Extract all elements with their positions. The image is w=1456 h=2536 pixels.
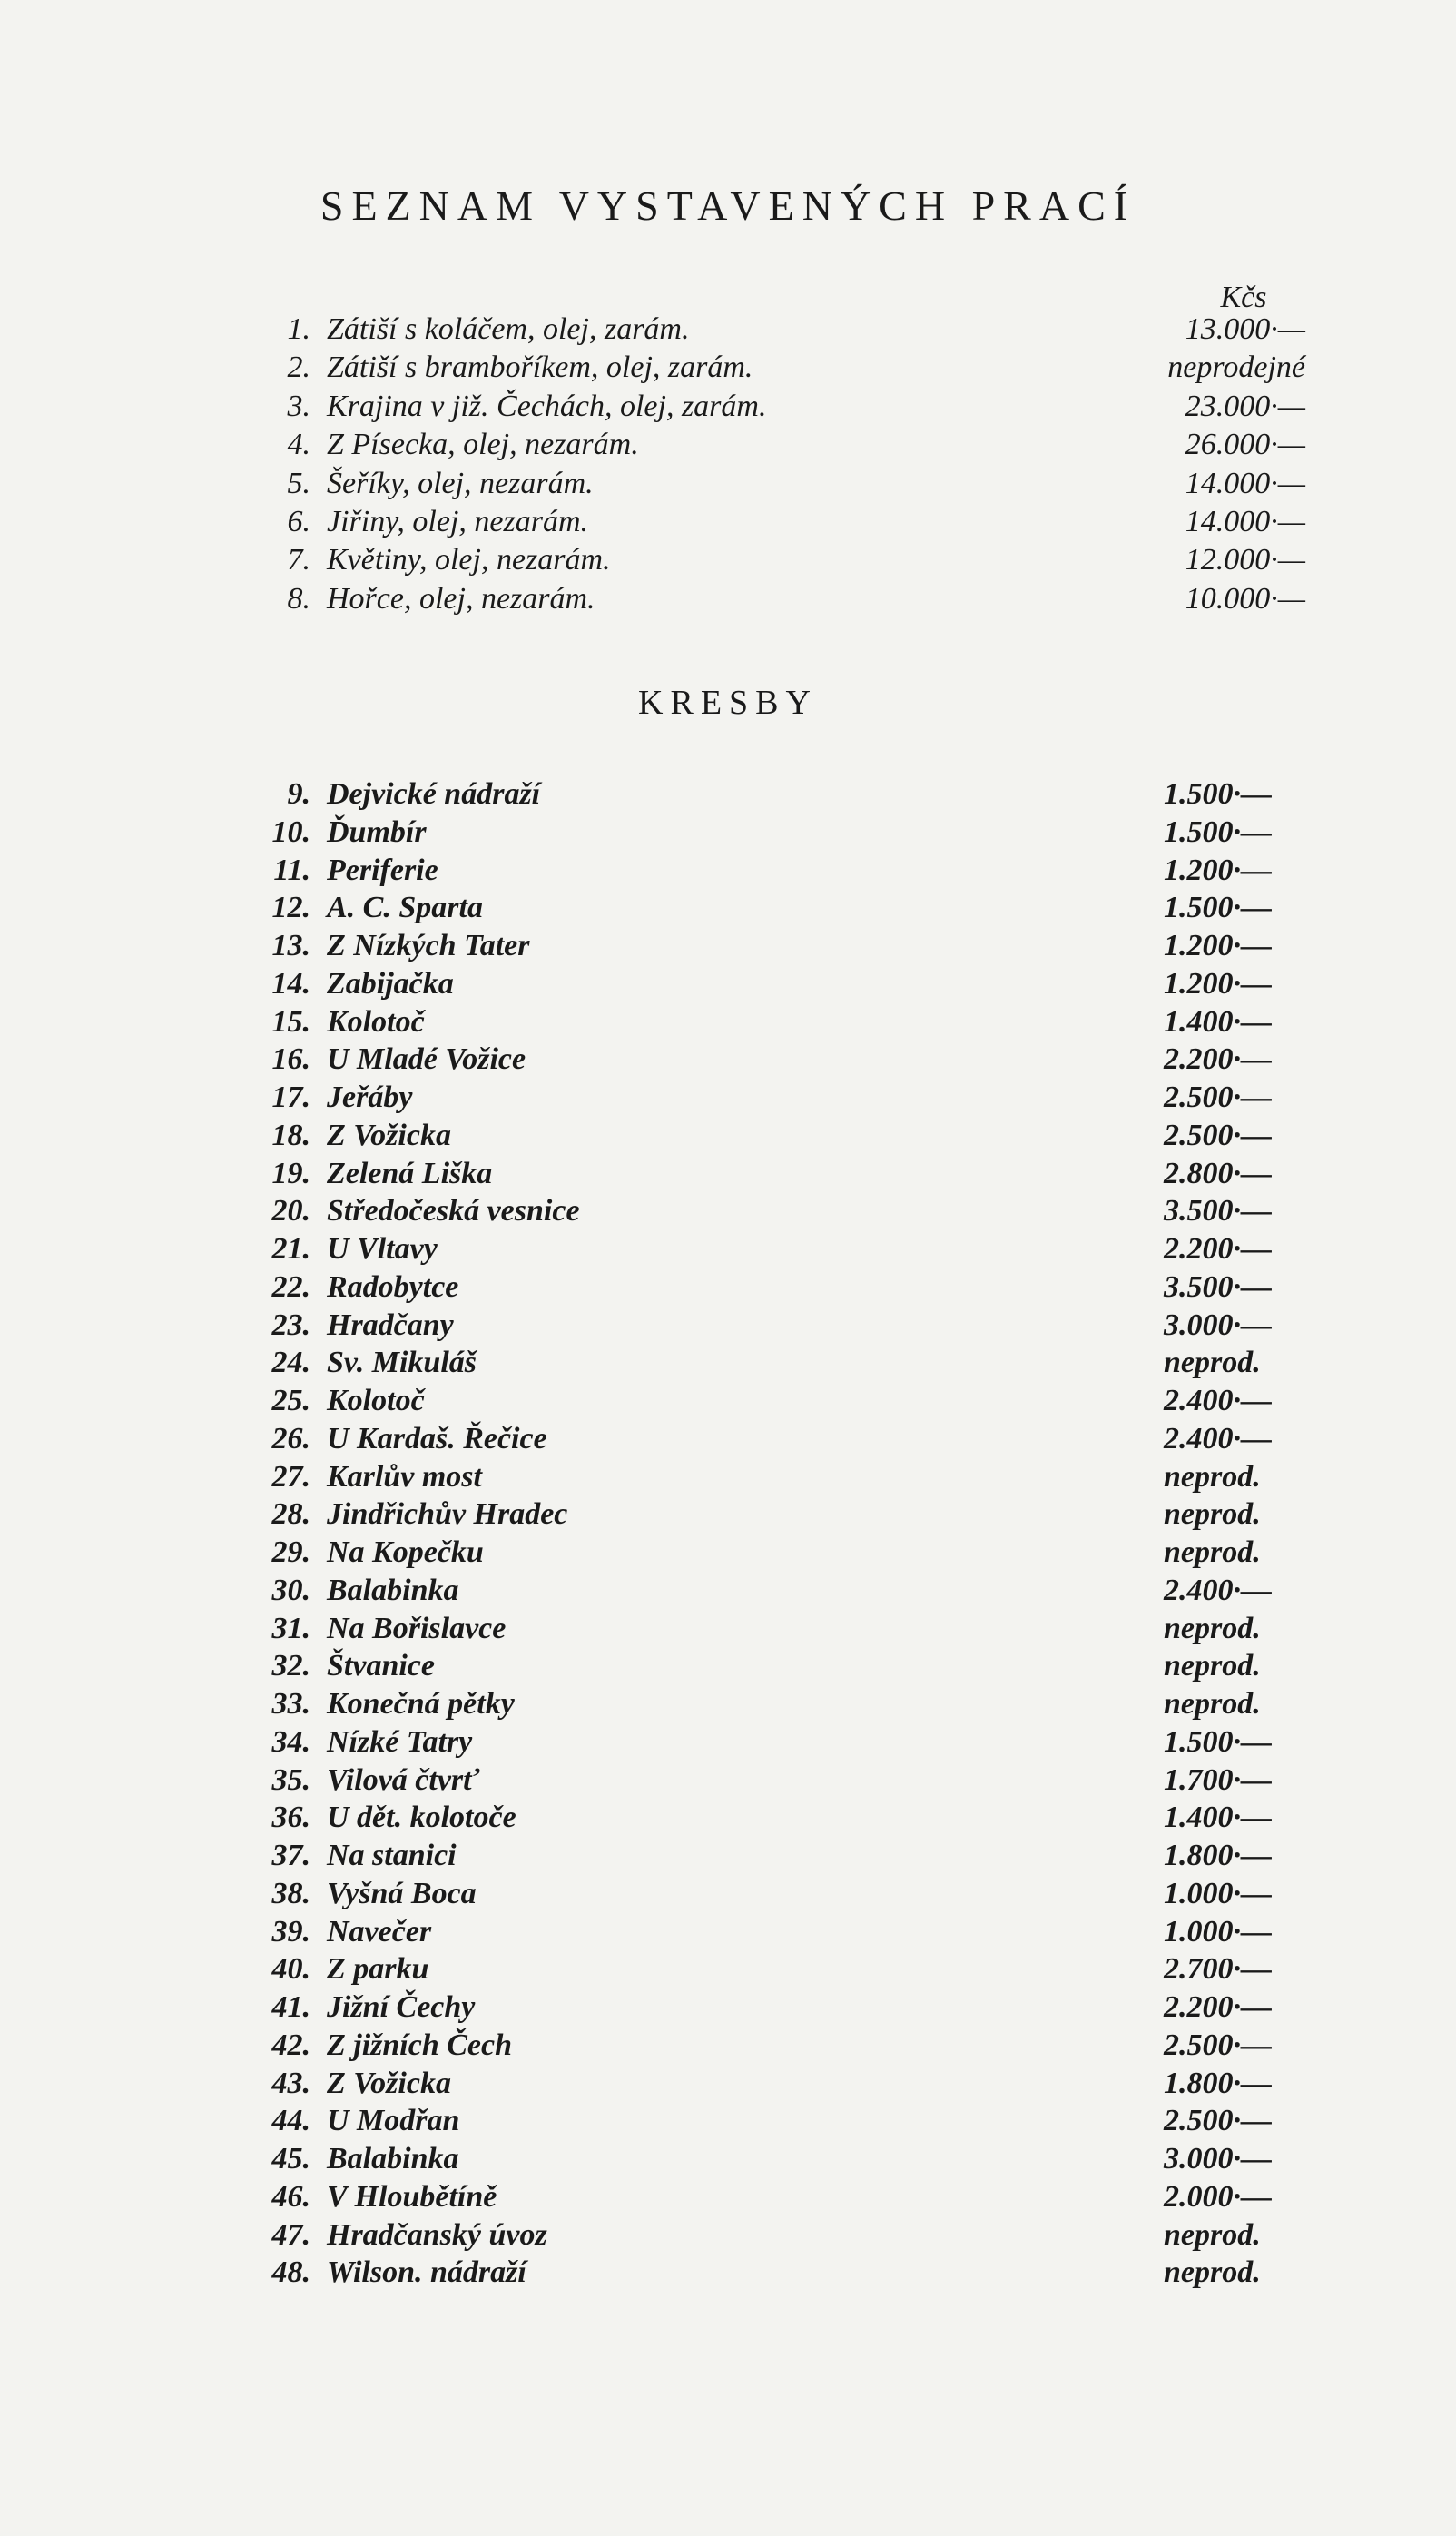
list-item (0, 1725, 1456, 1763)
item-number: 15. (271, 1004, 310, 1039)
item-number: 39. (271, 1914, 310, 1949)
item-price: 2.000·— (1164, 2179, 1272, 2214)
list-item (0, 1801, 1456, 1839)
item-price: 1.000·— (1164, 1876, 1272, 1910)
item-title: Květiny, olej, nezarám. (327, 543, 611, 577)
item-title: V Hloubětíně (327, 2179, 497, 2214)
item-number: 19. (271, 1156, 310, 1190)
list-item (0, 1877, 1456, 1915)
item-title: U Modřan (327, 2104, 460, 2138)
item-price: neprod. (1164, 2217, 1261, 2252)
item-price: 1.800·— (1164, 2066, 1272, 2100)
item-number: 6. (287, 504, 310, 538)
item-title: Zabijačka (327, 966, 454, 1001)
item-number: 37. (271, 1839, 310, 1872)
item-price: 2.500·— (1164, 2028, 1272, 2062)
item-number: 13. (271, 929, 310, 962)
item-price: 14.000·— (1185, 466, 1305, 500)
item-price: 26.000·— (1185, 428, 1305, 462)
item-number: 31. (271, 1611, 310, 1645)
item-title: Sv. Mikuláš (327, 1346, 477, 1380)
item-number: 5. (287, 466, 310, 500)
item-title: Balabinka (327, 2142, 459, 2176)
item-title: Kolotoč (327, 1384, 425, 1417)
page-title: SEZNAM VYSTAVENÝCH PRACÍ (320, 183, 1136, 229)
item-number: 44. (271, 2104, 310, 2138)
list-item (0, 1384, 1456, 1422)
item-title: Jeřáby (327, 1081, 413, 1114)
item-title: Nízké Tatry (327, 1724, 473, 1759)
item-number: 2. (287, 350, 310, 385)
list-item (0, 1990, 1456, 2028)
item-number: 32. (271, 1649, 310, 1683)
item-number: 1. (287, 312, 310, 346)
item-price: 2.200·— (1164, 1232, 1272, 1266)
item-title: Z Vožicka (327, 2066, 451, 2100)
item-price: 2.500·— (1164, 1081, 1272, 1114)
item-title: Z jižních Čech (327, 2028, 513, 2062)
item-number: 42. (271, 2028, 310, 2062)
item-title: Jindřichův Hradec (327, 1497, 568, 1532)
list-item (0, 1270, 1456, 1308)
item-title: Navečer (327, 1914, 432, 1949)
item-title: Karlův most (327, 1459, 482, 1494)
item-price: neprod. (1164, 1497, 1261, 1532)
list-item (0, 891, 1456, 929)
item-title: A. C. Sparta (327, 891, 483, 925)
item-number: 3. (287, 389, 310, 423)
item-price: neprod. (1164, 1611, 1261, 1645)
item-title: Zelená Liška (327, 1156, 493, 1190)
list-item (0, 1042, 1456, 1081)
item-title: Z parku (327, 1952, 429, 1987)
list-item (0, 2218, 1456, 2256)
item-price: 2.800·— (1164, 1156, 1272, 1190)
item-title: U Mladé Vožice (327, 1042, 526, 1077)
list-item (0, 1687, 1456, 1725)
item-number: 48. (271, 2255, 310, 2290)
item-number: 26. (271, 1421, 310, 1455)
item-title: Hradčany (327, 1307, 454, 1342)
item-title: Balabinka (327, 1573, 459, 1607)
item-number: 20. (271, 1194, 310, 1229)
item-price: 3.000·— (1164, 2142, 1272, 2176)
item-number: 36. (271, 1801, 310, 1835)
item-title: Na stanici (327, 1839, 457, 1872)
item-price: 1.400·— (1164, 1801, 1272, 1835)
item-title: Hořce, olej, nezarám. (327, 581, 595, 616)
item-number: 29. (271, 1535, 310, 1569)
item-price: 1.700·— (1164, 1762, 1272, 1797)
item-title: Jižní Čechy (327, 1990, 476, 2024)
item-title: Dejvické nádraží (327, 777, 541, 811)
item-title: Wilson. nádraží (327, 2255, 526, 2290)
list-item (0, 1232, 1456, 1270)
item-number: 16. (271, 1042, 310, 1077)
list-item (0, 777, 1456, 815)
item-title: Na Bořislavce (327, 1611, 507, 1645)
item-title: Radobytce (327, 1269, 459, 1304)
item-number: 45. (271, 2142, 310, 2176)
item-number: 35. (271, 1762, 310, 1797)
item-number: 9. (287, 777, 310, 811)
list-item (0, 312, 1456, 350)
item-price: 3.500·— (1164, 1269, 1272, 1304)
list-item (0, 1422, 1456, 1460)
item-title: Z Nízkých Tater (327, 929, 530, 962)
item-number: 17. (271, 1081, 310, 1114)
item-number: 33. (271, 1687, 310, 1721)
list-item (0, 1346, 1456, 1384)
item-title: Ďumbír (327, 814, 427, 849)
item-price: 12.000·— (1185, 543, 1305, 577)
list-item (0, 1081, 1456, 1119)
item-price: 1.400·— (1164, 1004, 1272, 1039)
list-item (0, 428, 1456, 466)
item-price: 1.500·— (1164, 814, 1272, 849)
item-title: Štvanice (327, 1649, 435, 1683)
list-item (0, 1460, 1456, 1498)
list-item (0, 505, 1456, 543)
section-heading-drawings: KRESBY (638, 684, 818, 722)
item-price: 2.700·— (1164, 1952, 1272, 1987)
item-price: 1.500·— (1164, 1724, 1272, 1759)
item-price: 3.500·— (1164, 1194, 1272, 1229)
item-number: 46. (271, 2179, 310, 2214)
item-number: 18. (271, 1118, 310, 1152)
item-price: 1.200·— (1164, 966, 1272, 1001)
item-title: Na Kopečku (327, 1535, 484, 1569)
list-item (0, 2067, 1456, 2105)
list-item (0, 1952, 1456, 1990)
list-item (0, 467, 1456, 505)
list-item (0, 2142, 1456, 2180)
list-item (0, 1005, 1456, 1043)
item-price: 2.500·— (1164, 2104, 1272, 2138)
item-number: 38. (271, 1876, 310, 1910)
paintings-list (0, 312, 1456, 620)
item-title: Z Písecka, olej, nezarám. (327, 428, 639, 462)
item-price: 2.200·— (1164, 1990, 1272, 2024)
item-price: 1.200·— (1164, 929, 1272, 962)
item-number: 34. (271, 1724, 310, 1759)
item-price: neprod. (1164, 2255, 1261, 2290)
item-price: 1.800·— (1164, 1839, 1272, 1872)
item-title: Vyšná Boca (327, 1876, 477, 1910)
list-item (0, 1839, 1456, 1877)
item-price: neprodejné (1167, 350, 1305, 385)
item-price: 2.400·— (1164, 1573, 1272, 1607)
item-number: 41. (271, 1990, 310, 2024)
list-item (0, 1194, 1456, 1232)
currency-label: Kčs (1220, 281, 1267, 314)
item-title: Jiřiny, olej, nezarám. (327, 504, 589, 538)
item-number: 30. (271, 1573, 310, 1607)
item-title: U dět. kolotoče (327, 1801, 516, 1835)
list-item (0, 1157, 1456, 1195)
item-title: Z Vožicka (327, 1118, 451, 1152)
list-item (0, 1763, 1456, 1801)
list-item (0, 390, 1456, 428)
item-number: 43. (271, 2066, 310, 2100)
list-item (0, 2255, 1456, 2294)
item-title: Periferie (327, 853, 438, 887)
list-item (0, 543, 1456, 581)
item-price: neprod. (1164, 1687, 1261, 1721)
list-item (0, 1308, 1456, 1347)
item-title: Zátiší s koláčem, olej, zarám. (327, 312, 690, 346)
item-price: 1.500·— (1164, 777, 1272, 811)
item-number: 24. (271, 1346, 310, 1380)
item-number: 11. (273, 853, 310, 887)
item-number: 12. (271, 891, 310, 925)
item-number: 22. (271, 1269, 310, 1304)
item-price: 10.000·— (1185, 581, 1305, 616)
item-title: U Kardaš. Řečice (327, 1421, 547, 1455)
item-price: 2.400·— (1164, 1421, 1272, 1455)
item-number: 25. (271, 1384, 310, 1417)
list-item (0, 1612, 1456, 1650)
item-number: 10. (271, 814, 310, 849)
item-price: neprod. (1164, 1649, 1261, 1683)
list-item (0, 1497, 1456, 1535)
list-item (0, 929, 1456, 967)
item-price: 1.000·— (1164, 1914, 1272, 1949)
item-price: neprod. (1164, 1346, 1261, 1380)
item-price: neprod. (1164, 1535, 1261, 1569)
item-price: 23.000·— (1185, 389, 1305, 423)
list-item (0, 350, 1456, 389)
item-price: 1.500·— (1164, 891, 1272, 925)
item-title: Vilová čtvrť (327, 1762, 480, 1797)
item-price: 13.000·— (1185, 312, 1305, 346)
drawings-list (0, 777, 1456, 2294)
item-title: Kolotoč (327, 1004, 425, 1039)
item-number: 21. (271, 1232, 310, 1266)
item-number: 4. (287, 428, 310, 462)
item-title: Šeříky, olej, nezarám. (327, 466, 594, 500)
item-title: Hradčanský úvoz (327, 2217, 547, 2252)
list-item (0, 2104, 1456, 2142)
item-price: 14.000·— (1185, 504, 1305, 538)
list-item (0, 1915, 1456, 1953)
item-number: 8. (287, 581, 310, 616)
item-price: 2.200·— (1164, 1042, 1272, 1077)
list-item (0, 1535, 1456, 1574)
item-number: 14. (271, 966, 310, 1001)
list-item (0, 2180, 1456, 2218)
list-item (0, 967, 1456, 1005)
list-item (0, 1649, 1456, 1687)
item-title: U Vltavy (327, 1232, 438, 1266)
list-item (0, 1119, 1456, 1157)
item-number: 27. (271, 1459, 310, 1494)
list-item (0, 854, 1456, 892)
item-price: 1.200·— (1164, 853, 1272, 887)
item-number: 47. (271, 2217, 310, 2252)
list-item (0, 815, 1456, 854)
item-title: Středočeská vesnice (327, 1194, 580, 1229)
item-number: 28. (271, 1497, 310, 1532)
item-price: 2.500·— (1164, 1118, 1272, 1152)
item-price: neprod. (1164, 1459, 1261, 1494)
item-title: Krajina v již. Čechách, olej, zarám. (327, 389, 767, 423)
list-item (0, 582, 1456, 620)
item-title: Zátiší s bramboříkem, olej, zarám. (327, 350, 753, 385)
item-price: 3.000·— (1164, 1307, 1272, 1342)
item-number: 40. (271, 1952, 310, 1987)
list-item (0, 1574, 1456, 1612)
item-price: 2.400·— (1164, 1384, 1272, 1417)
list-item (0, 2028, 1456, 2067)
item-number: 23. (271, 1307, 310, 1342)
item-title: Konečná pětky (327, 1687, 515, 1721)
item-number: 7. (287, 543, 310, 577)
